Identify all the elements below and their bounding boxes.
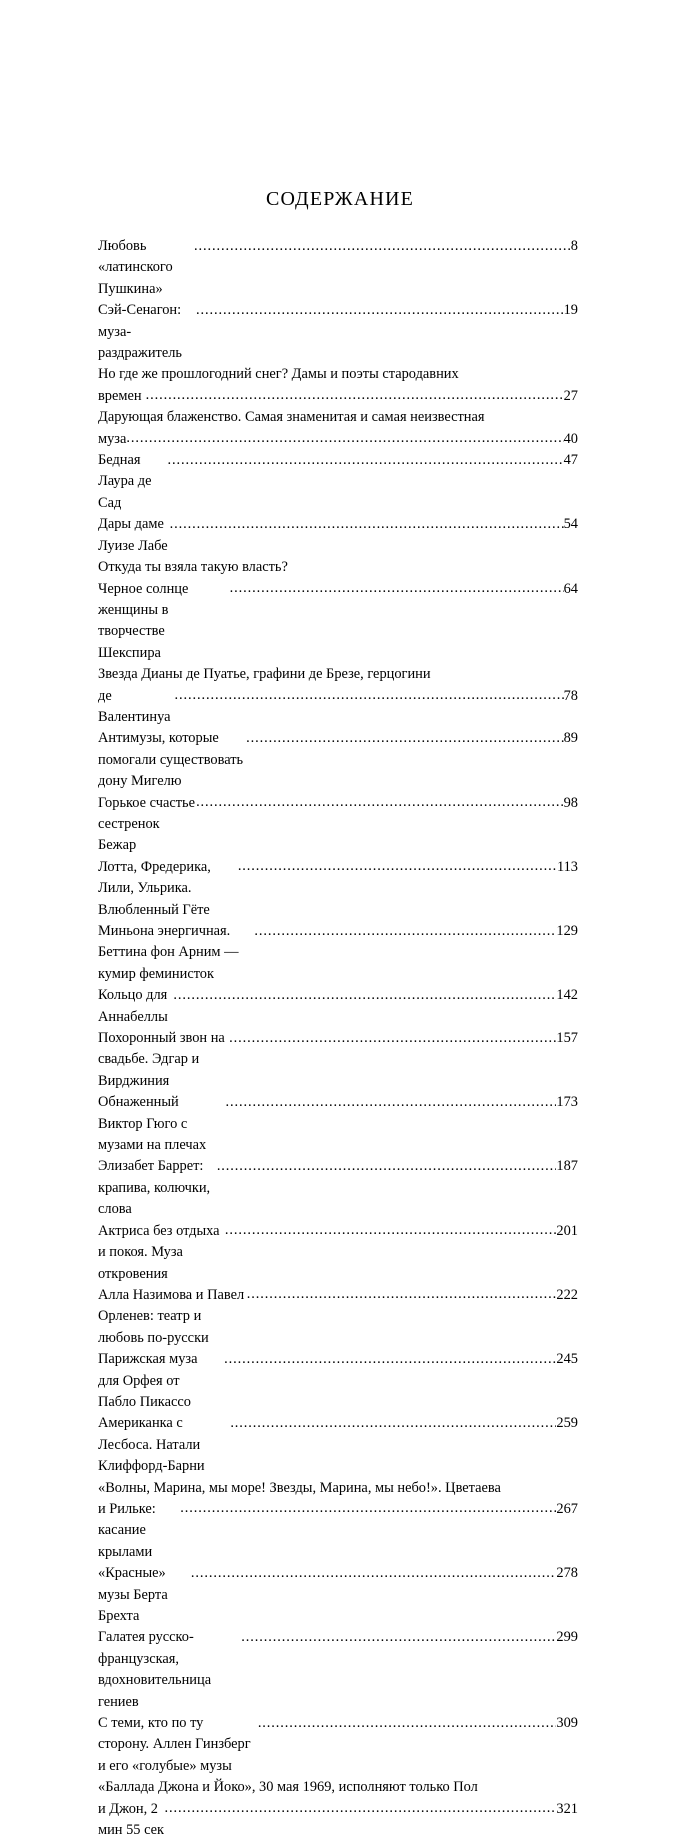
toc-entry-line <box>98 1627 578 1713</box>
toc-entry-title: Парижская муза для Орфея от Пабло Пикассо <box>98 1351 202 1410</box>
toc-entry[interactable] <box>98 450 578 514</box>
toc-entry-title: Откуда ты взяла такую власть? <box>98 559 288 576</box>
toc-page-number: 54 <box>563 516 578 533</box>
table-of-contents-list <box>98 236 578 1841</box>
toc-entry[interactable] <box>98 407 578 450</box>
toc-dot-leader <box>126 428 563 449</box>
toc-entry-title: «Волны, Марина, мы море! Звезды, Марина, мы небо!». Цветаева <box>98 1479 501 1496</box>
toc-entry-line <box>98 1713 578 1777</box>
toc-dot-leader <box>164 450 564 471</box>
toc-entry[interactable] <box>98 857 578 921</box>
toc-dot-leader <box>230 578 564 599</box>
toc-entry[interactable] <box>98 793 578 857</box>
toc-entry-line <box>98 793 578 857</box>
toc-entry-title: Бедная Лаура де Сад <box>98 452 156 511</box>
toc-dot-leader <box>196 300 564 321</box>
toc-dot-leader <box>246 728 564 749</box>
toc-entry-title: Антимузы, которые помогали существовать дону Мигелю <box>98 730 247 790</box>
toc-entry[interactable] <box>98 1349 578 1413</box>
toc-entry[interactable] <box>98 1777 578 1841</box>
toc-entry[interactable] <box>98 300 578 364</box>
toc-entry[interactable] <box>98 1092 578 1156</box>
toc-entry-title: и Джон, 2 мин 55 сек <box>98 1800 165 1839</box>
toc-page-number: 89 <box>563 730 578 747</box>
toc-entry[interactable] <box>98 1563 578 1627</box>
toc-entry-title: Сэй-Сенагон: муза-раздражитель <box>98 302 185 362</box>
toc-entry-title: Галатея русско-французская, вдохновительница гениев <box>98 1629 215 1710</box>
toc-entry-title: Дары даме Луизе Лабе <box>98 516 168 554</box>
toc-entry[interactable] <box>98 1713 578 1777</box>
toc-page-number: 129 <box>556 923 578 939</box>
toc-dot-leader <box>180 1498 556 1519</box>
toc-entry-line <box>98 1092 578 1156</box>
toc-entry[interactable] <box>98 1221 578 1285</box>
toc-dot-leader <box>169 985 556 1006</box>
toc-page-number: 113 <box>556 858 578 875</box>
toc-dot-leader <box>226 1413 556 1434</box>
toc-dot-leader <box>221 1220 557 1241</box>
toc-entry-title: Черное солнце женщины в творчестве Шекспира <box>98 580 192 661</box>
toc-entry-line <box>98 1349 578 1413</box>
toc-entry-title: Миньона энергичная. Беттина фон Арним — кумир феминисток <box>98 923 243 982</box>
toc-page-number: 309 <box>556 1715 578 1732</box>
toc-dot-leader <box>247 1284 557 1305</box>
toc-page-number: 19 <box>563 302 578 319</box>
toc-dot-leader <box>170 514 564 535</box>
toc-page-number: 267 <box>556 1500 578 1517</box>
toc-dot-leader <box>213 1156 557 1177</box>
toc-entry-line <box>98 1285 578 1349</box>
toc-entry-line <box>98 1221 578 1285</box>
toc-entry-title: Обнаженный Виктор Гюго с музами на плечах <box>98 1094 207 1154</box>
toc-page-number: 78 <box>563 687 578 704</box>
toc-dot-leader <box>142 385 564 406</box>
toc-entry-line <box>98 728 578 792</box>
page-title: СОДЕРЖАНИЕ <box>265 188 415 210</box>
toc-entry[interactable] <box>98 1285 578 1349</box>
toc-page-number: 201 <box>556 1222 578 1239</box>
toc-entry-line <box>98 386 578 407</box>
toc-dot-leader <box>194 236 571 257</box>
toc-entry-line <box>98 1799 578 1841</box>
toc-entry[interactable] <box>98 1478 578 1564</box>
toc-entry-line <box>98 857 578 921</box>
toc-page-number: 321 <box>556 1800 578 1817</box>
toc-entry-title: Любовь «латинского Пушкина» <box>98 238 177 297</box>
toc-page-number: 245 <box>556 1351 578 1368</box>
toc-page-number: 40 <box>563 430 578 447</box>
toc-entry-title: Актриса без отдыха и покоя. Муза откровения <box>98 1222 224 1282</box>
toc-entry-line <box>98 579 578 665</box>
toc-entry-title: «Баллада Джона и Йоко», 30 мая 1969, исполняют только Пол <box>98 1779 478 1796</box>
toc-page-number: 173 <box>556 1094 578 1111</box>
toc-entry[interactable] <box>98 557 578 664</box>
toc-page-number: 27 <box>563 387 578 404</box>
toc-entry-title: и Рильке: касание крылами <box>98 1500 160 1560</box>
toc-entry-title: Звезда Дианы де Пуатье, графини де Брезе, герцогини <box>98 666 431 683</box>
toc-page-number: 187 <box>556 1158 578 1175</box>
toc-entry-line <box>98 557 578 578</box>
toc-entry[interactable] <box>98 1028 578 1092</box>
toc-page-number: 98 <box>563 794 578 811</box>
toc-entry-title: Алла Назимова и Павел Орленев: театр и любовь по-русски <box>98 1286 248 1346</box>
toc-entry-line <box>98 407 578 428</box>
toc-page-number: 142 <box>556 987 578 1004</box>
toc-entry-title: Лотта, Фредерика, Лили, Ульрика. Влюбленный Гёте <box>98 858 215 918</box>
toc-page-number: 8 <box>570 238 578 254</box>
toc-entry-line <box>98 450 578 514</box>
toc-entry[interactable] <box>98 364 578 407</box>
toc-entry[interactable] <box>98 1627 578 1713</box>
toc-entry-line <box>98 1777 578 1798</box>
toc-entry[interactable] <box>98 728 578 792</box>
toc-page-number: 259 <box>556 1415 578 1432</box>
toc-page-number: 157 <box>556 1030 578 1047</box>
toc-dot-leader <box>254 921 556 942</box>
toc-entry-line <box>98 1563 578 1627</box>
toc-entry-title: Элизабет Баррет: крапива, колючки, слова <box>98 1158 214 1218</box>
toc-entry-title: Американка с Лесбоса. Натали Клиффорд-Барни <box>98 1415 205 1475</box>
toc-entry-line <box>98 1413 578 1477</box>
toc-entry-title: Дарующая блаженство. Самая знаменитая и самая неизвестная <box>98 409 485 426</box>
toc-entry-line <box>98 985 578 1028</box>
toc-entry-line <box>98 921 578 985</box>
toc-entry-line <box>98 1028 578 1092</box>
toc-dot-leader <box>254 1713 557 1734</box>
toc-dot-leader <box>222 1092 557 1113</box>
toc-entry-line <box>98 664 578 685</box>
toc-entry[interactable] <box>98 1413 578 1477</box>
toc-page-number: 299 <box>556 1629 578 1646</box>
toc-page-number: 278 <box>556 1565 578 1582</box>
toc-entry-line <box>98 1499 578 1563</box>
toc-entry-line <box>98 364 578 385</box>
toc-dot-leader <box>220 1349 556 1370</box>
toc-dot-leader <box>234 856 557 877</box>
toc-dot-leader <box>237 1627 556 1648</box>
toc-page-number: 47 <box>563 452 578 469</box>
toc-entry-title: муза <box>98 430 127 447</box>
toc-entry[interactable] <box>98 514 578 557</box>
toc-entry-line <box>98 300 578 364</box>
toc-entry[interactable] <box>98 1156 578 1220</box>
toc-entry-line <box>98 1156 578 1220</box>
toc-entry-title: С теми, кто по ту сторону. Аллен Гинзберг и его «голубые» музы <box>98 1715 255 1774</box>
toc-dot-leader <box>196 792 564 813</box>
toc-page-number: 222 <box>556 1286 578 1303</box>
toc-entry-title: де Валентинуа <box>98 687 171 725</box>
toc-entry-line <box>98 1478 578 1499</box>
toc-dot-leader <box>170 685 563 706</box>
toc-entry[interactable] <box>98 236 578 300</box>
toc-entry-title: Но где же прошлогодний снег? Дамы и поэты стародавних <box>98 366 459 383</box>
toc-dot-leader <box>229 1028 556 1049</box>
toc-entry[interactable] <box>98 664 578 728</box>
toc-entry-title: Похоронный звон на свадьбе. Эдгар и Вирджиния <box>98 1030 229 1089</box>
toc-entry-line <box>98 236 578 300</box>
toc-entry-title: Горькое счастье сестренок Бежар <box>98 794 199 854</box>
toc-dot-leader <box>164 1798 556 1819</box>
toc-entry[interactable] <box>98 985 578 1028</box>
toc-page-number: 64 <box>563 580 578 597</box>
toc-dot-leader <box>187 1563 556 1584</box>
toc-entry-title: «Красные» музы Берта Брехта <box>98 1565 172 1624</box>
toc-entry-line <box>98 686 578 729</box>
toc-entry-title: времен <box>98 387 142 404</box>
toc-entry-title: Кольцо для Аннабеллы <box>98 987 171 1025</box>
toc-entry-line <box>98 429 578 450</box>
toc-entry[interactable] <box>98 921 578 985</box>
toc-entry-line <box>98 514 578 557</box>
